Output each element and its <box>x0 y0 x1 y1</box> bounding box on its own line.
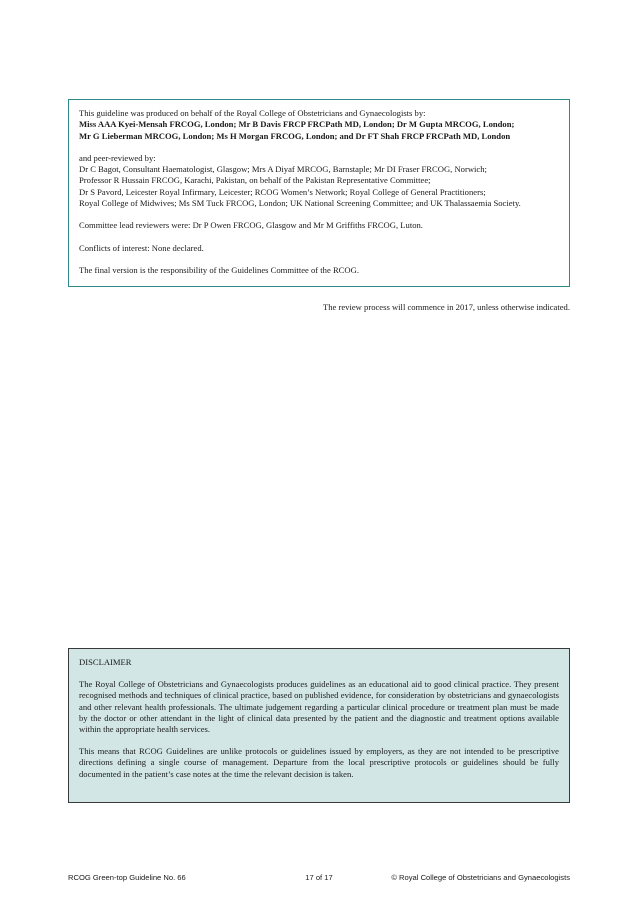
page-footer <box>68 872 570 884</box>
disclaimer-paragraph-1: The Royal College of Obstetricians and Gynaecologists produces guidelines as an educational aid to good clinical practice. They present recognised methods and techniques of clinical practice, based on published evidence, for consideration by obstetricians and gynaecologists and other relevant health professionals. The ultimate judgement regarding a particular clinical procedure or treatment plan must be made by the doctor or other attendant in the light of clinical data presented by the patient and the diagnostic and treatment options available within the appropriate health services. <box>79 679 559 735</box>
disclaimer-paragraph-2: This means that RCOG Guidelines are unlike protocols or guidelines issued by employers, as they are not intended to be prescriptive directions defining a single course of management. Departure from the local prescriptive protocols or guidelines should be fully documented in the patient’s case notes at the time the relevant decision is taken. <box>79 746 559 779</box>
footer-guideline-name: RCOG Green-top Guideline No. 66 <box>68 873 186 882</box>
final-version-note: The final version is the responsibility of the Guidelines Committee of the RCOG. <box>79 264 359 275</box>
disclaimer-title: DISCLAIMER <box>79 657 132 667</box>
footer-copyright: © Royal College of Obstetricians and Gynaecologists <box>391 873 570 882</box>
credits-intro: This guideline was produced on behalf of the Royal College of Obstetricians and Gynaecologists by: <box>79 108 426 118</box>
conflicts-of-interest: Conflicts of interest: None declared. <box>79 242 204 253</box>
peer-reviewer-line-2: Professor R Hussain FRCOG, Karachi, Pakistan, on behalf of the Pakistan Representative Committee; <box>79 175 431 186</box>
peer-review-block <box>79 153 559 209</box>
footer-page-number: 17 of 17 <box>305 873 333 882</box>
authors-line-2: Mr G Lieberman MRCOG, London; Ms H Morgan FRCOG, London; and Dr FT Shah FRCP FRCPath MD, London <box>79 130 511 141</box>
peer-reviewer-line-4: Royal College of Midwives; Ms SM Tuck FRCOG, London; UK National Screening Committee; and UK Thalassaemia Society. <box>79 198 521 209</box>
disclaimer-box <box>68 648 570 803</box>
review-note: The review process will commence in 2017, unless otherwise indicated. <box>323 302 570 312</box>
peer-reviewer-line-3: Dr S Pavord, Leicester Royal Infirmary, Leicester; RCOG Women’s Network; Royal College of General Practitioners; <box>79 186 486 197</box>
authors-line-1: Miss AAA Kyei-Mensah FRCOG, London; Mr B Davis FRCP FRCPath MD, London; Dr M Gupta MRCOG, London; <box>79 119 515 130</box>
credits-box <box>68 99 570 287</box>
lead-reviewers: Committee lead reviewers were: Dr P Owen FRCOG, Glasgow and Mr M Griffiths FRCOG, Luton. <box>79 220 423 231</box>
peer-review-intro: and peer-reviewed by: <box>79 152 156 163</box>
authors-block <box>79 108 559 142</box>
peer-reviewer-line-1: Dr C Bagot, Consultant Haematologist, Glasgow; Mrs A Diyaf MRCOG, Barnstaple; Mr DI Fraser FRCOG, Norwich; <box>79 164 487 175</box>
